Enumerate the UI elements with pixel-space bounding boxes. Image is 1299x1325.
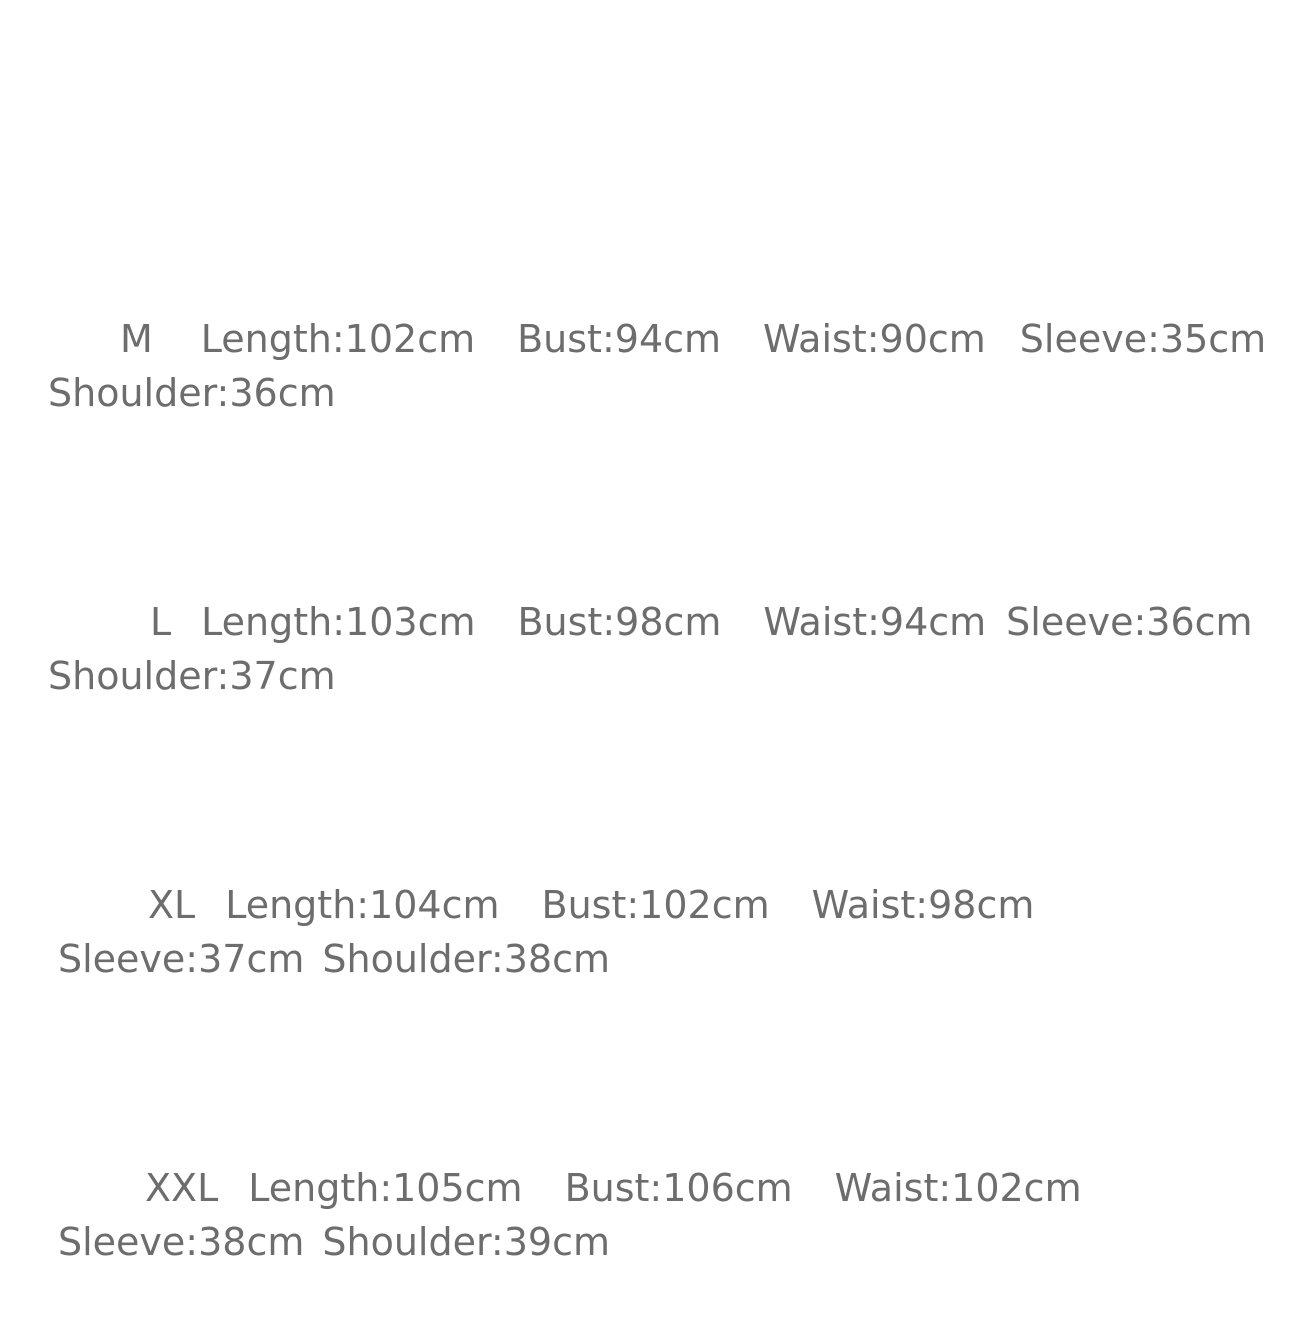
measurement-shoulder: Shoulder:37cm <box>48 654 336 698</box>
measurement-bust: Bust:94cm <box>517 317 722 361</box>
size-row-l <box>48 595 1269 703</box>
measurement-waist: Waist:102cm <box>834 1166 1082 1210</box>
size-row-m-line1 <box>48 312 1269 366</box>
measurement-length: Length:102cm <box>200 317 476 361</box>
measurement-bust: Bust:102cm <box>541 883 770 927</box>
measurement-waist: Waist:98cm <box>811 883 1035 927</box>
measurement-length: Length:104cm <box>225 883 500 927</box>
measurement-sleeve: Sleeve:35cm <box>1019 317 1267 361</box>
size-row-xxl-line1 <box>48 1161 1269 1215</box>
measurement-waist: Waist:90cm <box>763 317 986 361</box>
measurement-shoulder: Shoulder:36cm <box>48 371 336 415</box>
size-row-xl-line1 <box>48 878 1269 932</box>
size-label: XXL <box>145 1166 219 1210</box>
size-row-m <box>48 312 1269 420</box>
measurement-bust: Bust:98cm <box>517 600 722 644</box>
measurement-bust: Bust:106cm <box>564 1166 793 1210</box>
measurement-waist: Waist:94cm <box>763 600 987 644</box>
size-label: XL <box>148 883 196 927</box>
measurement-shoulder: Shoulder:39cm <box>322 1220 610 1264</box>
measurement-length: Length:103cm <box>201 600 476 644</box>
size-row-xxl <box>48 1161 1269 1269</box>
size-label: M <box>120 317 153 361</box>
size-row-xl <box>48 878 1269 986</box>
measurement-length: Length:105cm <box>248 1166 523 1210</box>
size-row-xl-line2 <box>48 932 1269 986</box>
measurement-sleeve: Sleeve:36cm <box>1006 600 1253 644</box>
size-label: L <box>150 600 172 644</box>
measurement-shoulder: Shoulder:38cm <box>322 937 610 981</box>
measurement-sleeve: Sleeve:37cm <box>58 937 305 981</box>
size-row-m-line2 <box>48 366 1269 420</box>
measurement-sleeve: Sleeve:38cm <box>58 1220 305 1264</box>
size-row-l-line2 <box>48 649 1269 703</box>
size-row-xxl-line2 <box>48 1215 1269 1269</box>
size-row-l-line1 <box>48 595 1269 649</box>
